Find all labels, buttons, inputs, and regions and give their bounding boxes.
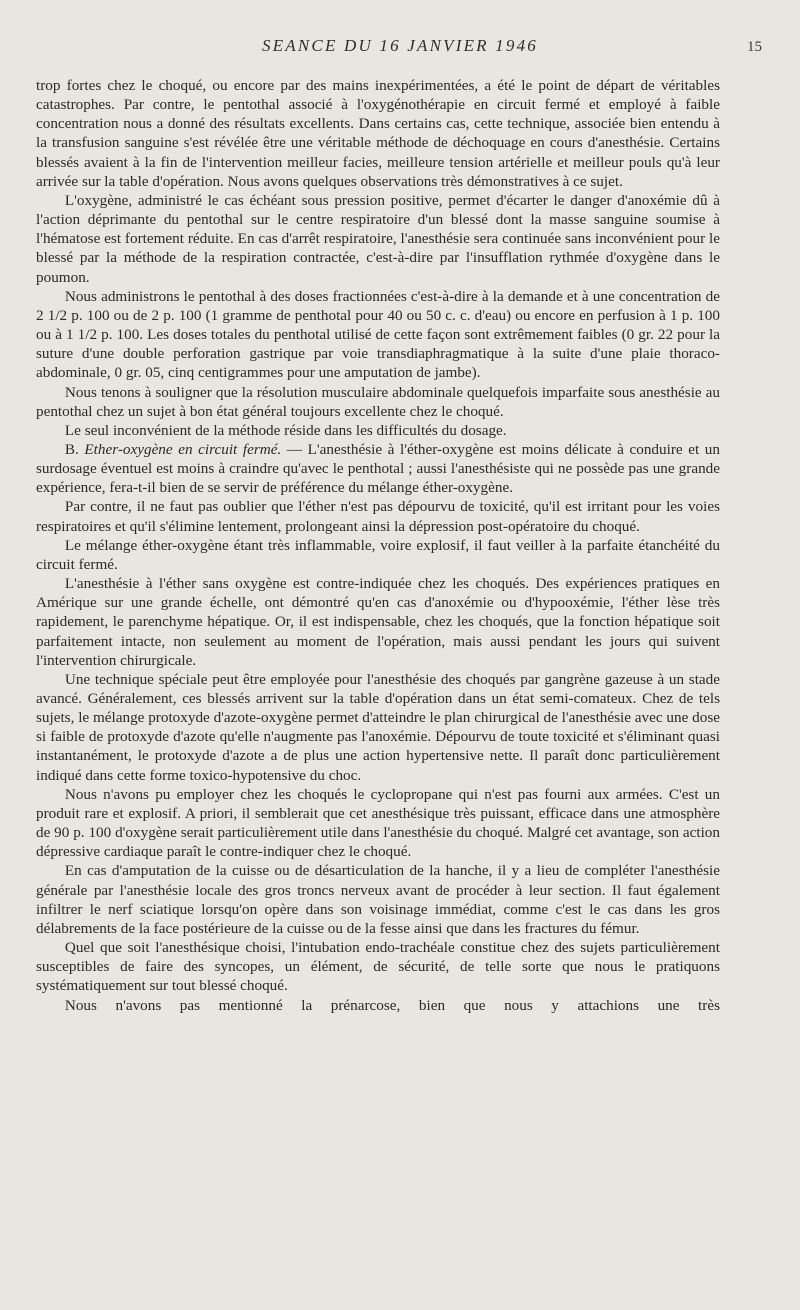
page-number: 15 <box>747 39 762 55</box>
running-head: SEANCE DU 16 JANVIER 1946 <box>262 36 538 55</box>
paragraph-5: Le seul inconvénient de la méthode réside dans les difficultés du dosage. <box>64 421 507 439</box>
paragraph-8: Le mélange éther-oxygène étant très inflammable, voire explosif, il faut veiller à la parfaite étanchéité du circuit fermé. <box>36 536 720 573</box>
paragraph-7: Par contre, il ne faut pas oublier que l'éther n'est pas dépourvu de toxicité, qu'il est irritant pour les voies respiratoires et qu'il s'élimine lentement, prolongeant ainsi la dépression post-opératoire du choqué. <box>36 498 720 535</box>
paragraph-1: trop fortes chez le choqué, ou encore par des mains inexpérimentées, a été le point de départ de véritables catastrophes. Par contre, le pentothal associé à l'oxygénothérapie en circuit fermé et employé à faible concentration nous a donné des résultats excellents. Dans certains cas, cette technique, associée bien entendu à la transfusion sanguine s'est révélée être une véritable méthode de déchoquage en cours d'anesthésie. Certains blessés avaient à la fin de l'intervention meilleur facies, meilleure tension artérielle et meilleur pouls qu'à leur arrivée sur la table d'opération. Nous avons quelques observations très démonstratives à ce sujet. <box>36 77 720 190</box>
paragraph-12: En cas d'amputation de la cuisse ou de désarticulation de la hanche, il y a lieu de compléter l'anesthésie générale par l'anesthésie locale des gros troncs nerveux avant de procéder à leur section. Il faut également infiltrer le nerf sciatique lorsqu'on opère dans son voisinage immédiat, comme c'est le cas dans les gros délabrements de la face postérieure de la cuisse ou de la fesse ainsi que dans les fractures du fémur. <box>36 862 720 937</box>
paragraph-2: L'oxygène, administré le cas échéant sous pression positive, permet d'écarter le danger d'anoxémie dû à l'action déprimante du pentothal sur le centre respiratoire d'un blessé dont la masse sanguine soumise à l'hématose est fortement réduite. En cas d'arrêt respiratoire, l'anesthésie sera continuée sans inconvénient pour le blessé par la méthode de la respiration contractée, c'est-à-dire par l'insufflation rythmée d'oxygène dans le poumon. <box>36 191 720 286</box>
paragraph-13: Quel que soit l'anesthésique choisi, l'intubation endo-trachéale constitue chez des sujets particulièrement susceptibles de faire des syncopes, un élément, de sécurité, de telle sorte que nous le pratiquons systématiquement sur tout blessé choqué. <box>36 939 720 995</box>
paragraph-3: Nous administrons le pentothal à des doses fractionnées c'est-à-dire à la demande et à une concentration de 2 1/2 p. 100 ou de 2 p. 100 (1 gramme de penthotal pour 40 ou 50 c. c. d'eau) ou encore en perfusion à 1 p. 100 ou à 1 1/2 p. 100. Les doses totales du penthotal utilisé de cette façon sont extrêmement faibles (0 gr. 22 pour la suture d'une double perforation gastrique par voie transdiaphragmatique à la suite d'une plaie thoraco-abdominale, 0 gr. 05, cinq centigrammes pour une amputation de jambe). <box>36 287 720 382</box>
paragraph-14: Nous n'avons pas mentionné la prénarcose, bien que nous y attachions une très <box>64 996 720 1014</box>
section-letter: B. <box>64 440 85 458</box>
section-title: Ether-oxygène en circuit fermé. <box>84 440 282 458</box>
paragraph-9: L'anesthésie à l'éther sans oxygène est contre-indiquée chez les choqués. Des expériences pratiques en Amérique sur une grande échelle, ont démontré qu'en cas d'anoxémie ou d'hypooxémie, l'éther lèse très rapidement, le parenchyme hépatique. Or, il est indispensable, chez les choqués, que la fonction hépatique soit parfaitement intacte, non seulement au moment de l'opération, mais aussi pendant les jours qui suivent l'intervention chirurgicale. <box>36 575 720 669</box>
paragraph-6-section-b <box>36 440 720 497</box>
section-text: — L'anesthésie à l'éther-oxygène est moins délicate à conduire et un surdosage éventuel est moins à craindre qu'avec le penthotal ; aussi l'anesthésiste qui ne possède pas une grande expérience, fera-t-il bien de se servir de préférence du mélange éther-oxygène. <box>36 440 720 497</box>
paragraph-4: Nous tenons à souligner que la résolution musculaire abdominale quelquefois imparfaite sous anesthésie au pentothal chez un sujet à bon état général toujours excellente chez le choqué. <box>36 383 720 420</box>
page-header <box>36 36 764 60</box>
paragraph-10: Une technique spéciale peut être employée pour l'anesthésie des choqués par gangrène gazeuse à un stade avancé. Généralement, ces blessés arrivent sur la table d'opération dans un état semi-comateux. Chez de tels sujets, le mélange protoxyde d'azote-oxygène permet d'atteindre le plan chirurgical de l'anesthésie avec une dose si faible de protoxyde d'azote qu'elle n'augmente pas l'anoxémie. Dépourvu de toute toxicité et s'éliminant quasi instantanément, le protoxyde d'azote a de plus une action hypertensive nette. Il paraît donc particulièrement indiqué dans cette forme toxico-hypotensive du choc. <box>36 670 720 784</box>
body-text <box>36 76 720 1015</box>
paragraph-11: Nous n'avons pu employer chez les choqués le cyclopropane qui n'est pas fourni aux armées. C'est un produit rare et explosif. A priori, il semblerait que cet anesthésique très puissant, efficace dans une atmosphère de 90 p. 100 d'oxygène serait particulièrement utile dans l'anesthésie du choqué. Malgré cet avantage, son action dépressive cardiaque paraît le contre-indiquer chez le choqué. <box>36 785 720 861</box>
